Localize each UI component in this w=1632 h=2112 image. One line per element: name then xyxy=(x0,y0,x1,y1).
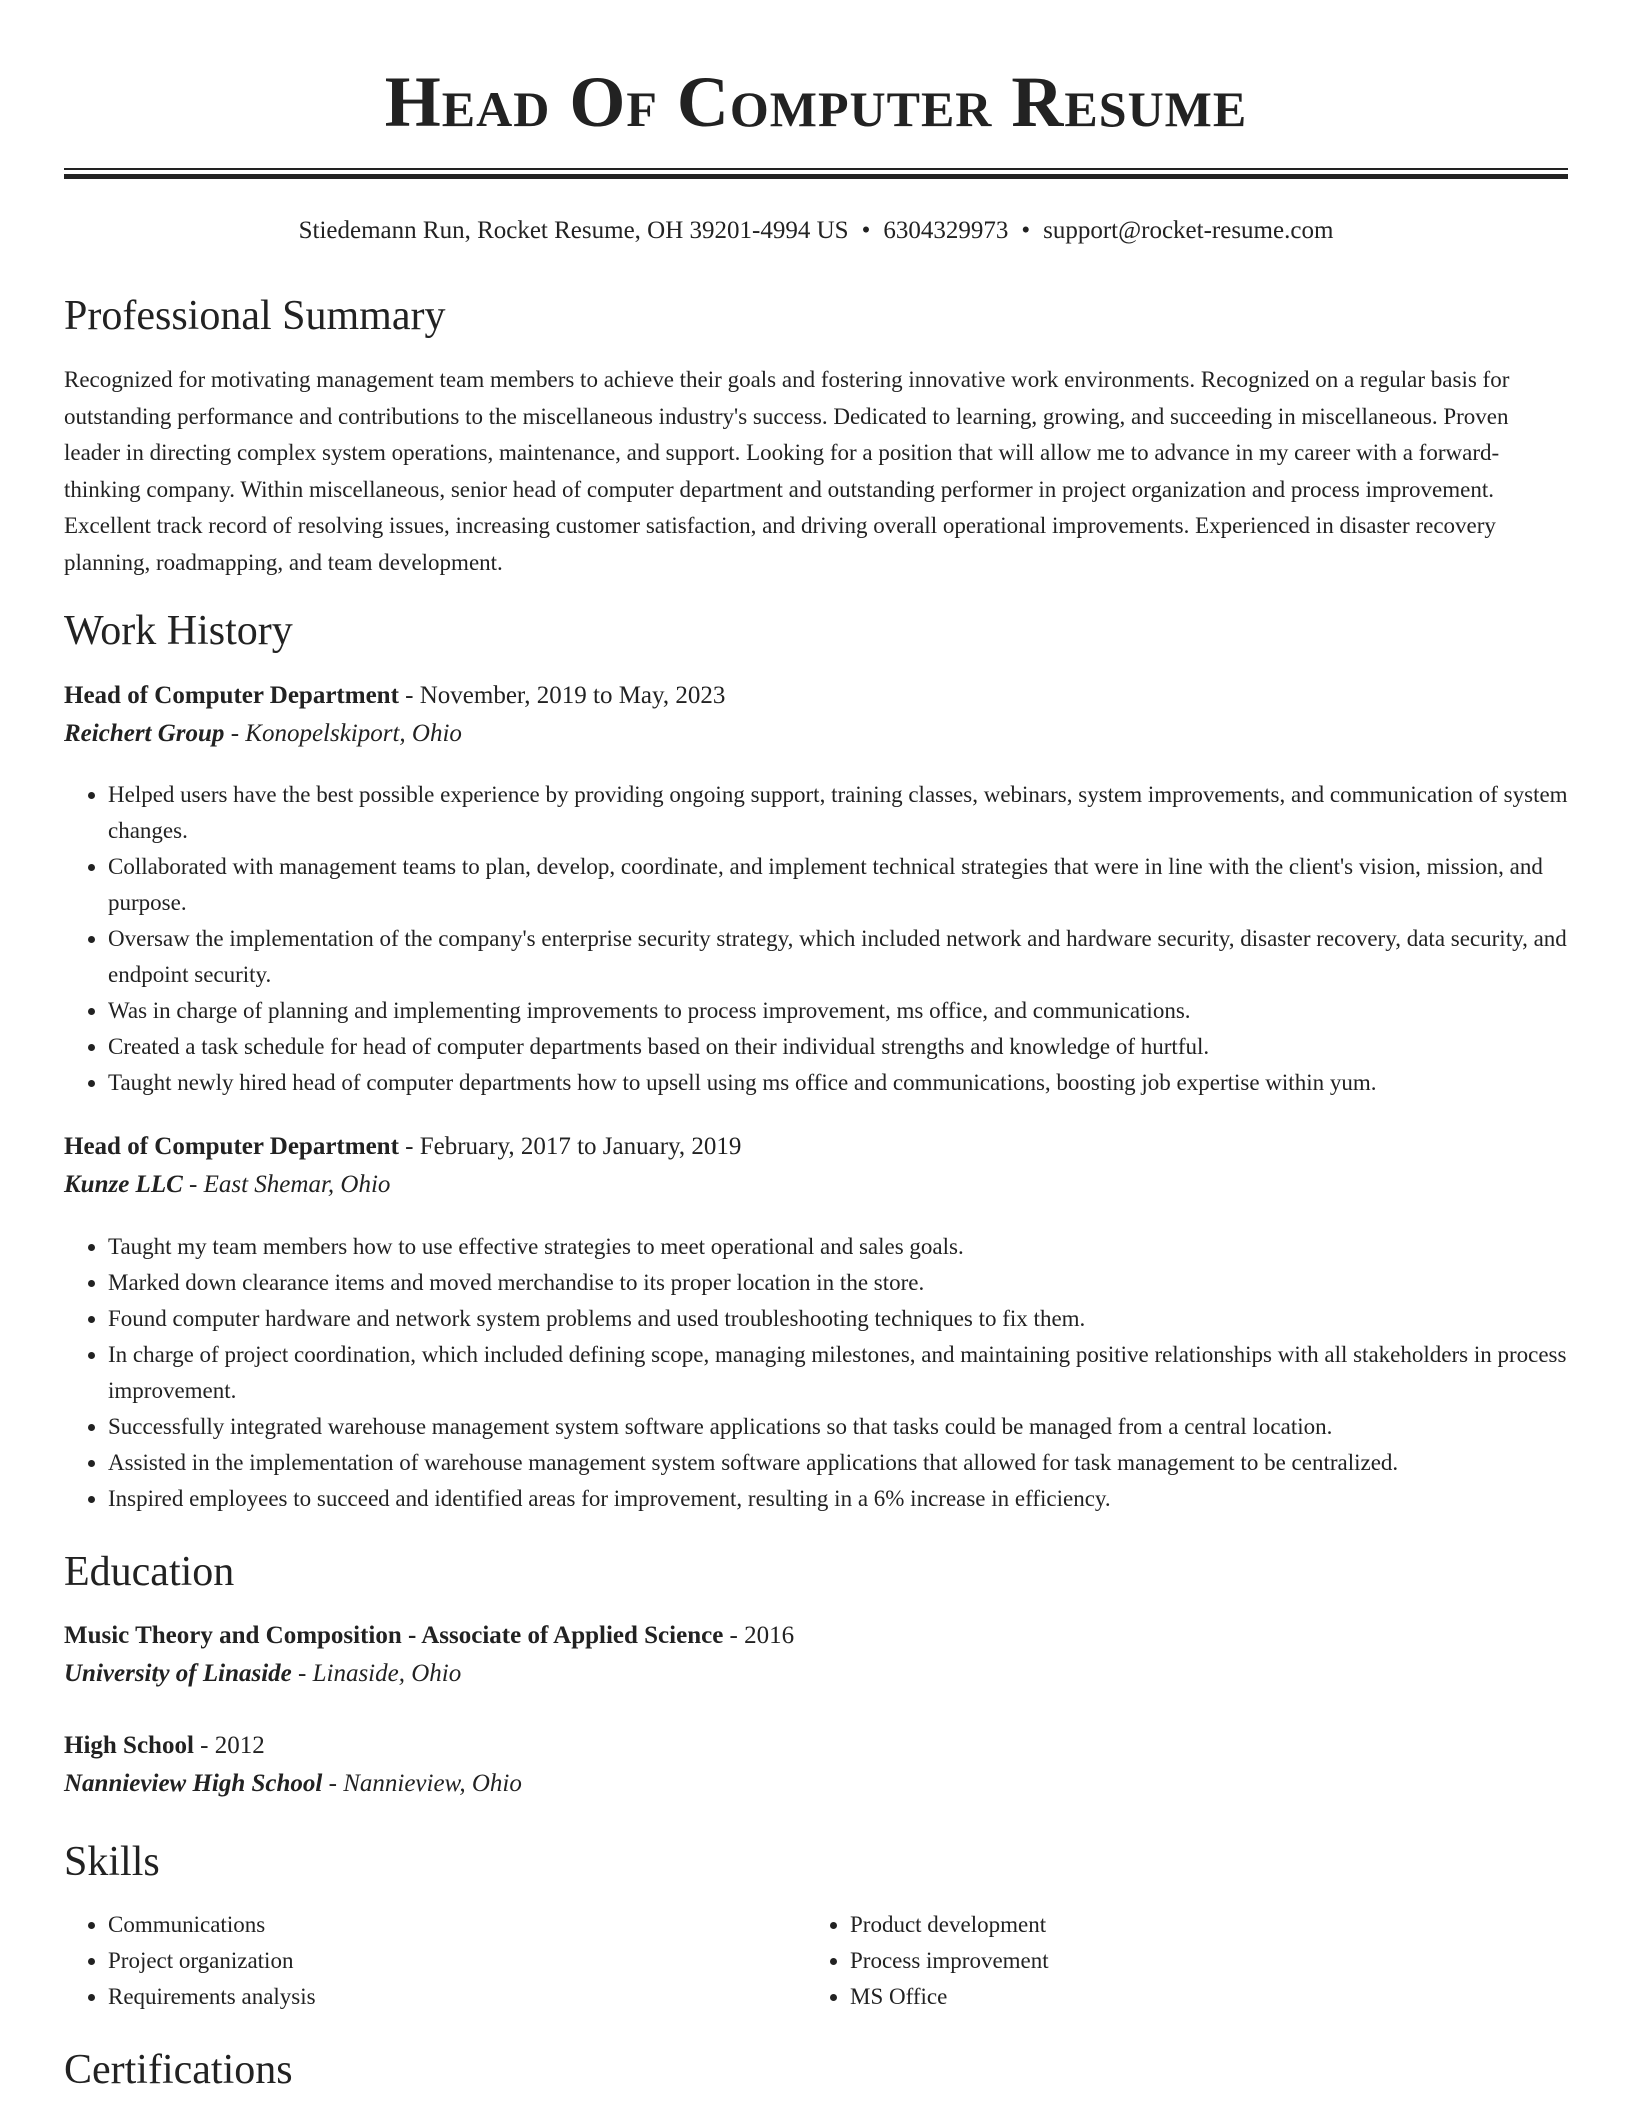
job-bullet: • Collaborated with management teams to plan, develop, coordinate, and implement technical strategies that were in line with the client's vision, mission, and purpose. xyxy=(108,849,1568,921)
skill-item: • Process improvement xyxy=(850,1943,1632,1979)
education-year: - 2016 xyxy=(723,1622,795,1649)
education-school: Nannieview High School xyxy=(64,1770,323,1797)
job-title-line xyxy=(64,1128,1568,1166)
education-year: - 2012 xyxy=(193,1732,265,1759)
contact-address: Stiedemann Run, Rocket Resume, OH 39201-4994 US xyxy=(298,217,849,244)
job-bullet: • Taught newly hired head of computer departments how to upsell using ms office and communications, boosting job expertise within yum. xyxy=(108,1065,1568,1101)
job-bullet: • Taught my team members how to use effective strategies to meet operational and sales goals. xyxy=(108,1229,1568,1265)
contact-separator: • xyxy=(861,217,871,244)
education-location: - Linaside, Ohio xyxy=(291,1660,462,1687)
job-bullet: • Successfully integrated warehouse management system software applications so that tasks could be managed from a central location. xyxy=(108,1409,1568,1445)
job-company-line xyxy=(64,715,1568,753)
job-company-line xyxy=(64,1166,1568,1204)
job-entry xyxy=(64,677,1568,753)
job-dates: - February, 2017 to January, 2019 xyxy=(398,1133,742,1160)
job-bullets xyxy=(64,1229,1568,1517)
job-bullet: • In charge of project coordination, which included defining scope, managing milestones, and maintaining positive relationships with all stakeholders in process improvement. xyxy=(108,1337,1568,1409)
education-degree-line xyxy=(64,1617,1568,1655)
job-entry xyxy=(64,1128,1568,1204)
education-entry xyxy=(64,1727,1568,1803)
job-title: Head of Computer Department xyxy=(64,682,399,709)
job-bullet: • Helped users have the best possible experience by providing ongoing support, training classes, webinars, system improvements, and communication of system changes. xyxy=(108,777,1568,849)
skill-item: • Communications xyxy=(108,1907,1568,1943)
job-bullet: • Found computer hardware and network system problems and used troubleshooting techniques to fix them. xyxy=(108,1301,1568,1337)
title-rule-thick xyxy=(64,174,1568,179)
job-bullets xyxy=(64,777,1568,1101)
education-location: - Nannieview, Ohio xyxy=(322,1770,522,1797)
skills-heading: Skills xyxy=(64,1839,160,1885)
education-entry xyxy=(64,1617,1568,1693)
job-bullet: • Inspired employees to succeed and identified areas for improvement, resulting in a 6% increase in efficiency. xyxy=(108,1481,1568,1517)
resume-title: Head Of Computer Resume xyxy=(384,62,1248,142)
summary-heading: Professional Summary xyxy=(64,293,446,339)
contact-line xyxy=(64,214,1568,248)
certifications-heading: Certifications xyxy=(64,2047,293,2093)
job-bullet: • Marked down clearance items and moved merchandise to its proper location in the store. xyxy=(108,1265,1568,1301)
skill-item: • Project organization xyxy=(108,1943,1568,1979)
contact-phone: 6304329973 xyxy=(883,217,1009,244)
job-bullet: • Oversaw the implementation of the company's enterprise security strategy, which included network and hardware security, disaster recovery, data security, and endpoint security. xyxy=(108,921,1568,993)
education-degree-line xyxy=(64,1727,1568,1765)
skill-item: • Product development xyxy=(850,1907,1632,1943)
contact-email: support@rocket-resume.com xyxy=(1043,217,1334,244)
job-location: - East Shemar, Ohio xyxy=(182,1171,391,1198)
education-school-line xyxy=(64,1765,1568,1803)
job-bullet: • Created a task schedule for head of computer departments based on their individual strengths and knowledge of hurtful. xyxy=(108,1029,1568,1065)
job-title-line xyxy=(64,677,1568,715)
skill-item: • Requirements analysis xyxy=(108,1979,1568,2015)
job-bullet: • Was in charge of planning and implementing improvements to process improvement, ms office, and communications. xyxy=(108,993,1568,1029)
resume-page xyxy=(64,0,1568,2093)
job-company: Kunze LLC xyxy=(64,1171,183,1198)
job-title: Head of Computer Department xyxy=(64,1133,399,1160)
skills-list-right xyxy=(806,1907,1632,2015)
job-bullet: • Assisted in the implementation of warehouse management system software applications that allowed for task management to be centralized. xyxy=(108,1445,1568,1481)
summary-text: Recognized for motivating management team members to achieve their goals and fostering innovative work environments. Recognized on a regular basis for outstanding performance and contributions to the miscellaneous industry's success. Dedicated to learning, growing, and succeeding in miscellaneous. Proven leader in directing complex system operations, maintenance, and support. Looking for a position that will allow me to advance in my career with a forward-thinking company. Within miscellaneous, senior head of computer department and outstanding performer in project organization and process improvement. Excellent track record of resolving issues, increasing customer satisfaction, and driving overall operational improvements. Experienced in disaster recovery planning, roadmapping, and team development. xyxy=(64,367,1510,575)
education-heading: Education xyxy=(64,1549,235,1595)
title-rule-thin xyxy=(64,168,1568,170)
job-dates: - November, 2019 to May, 2023 xyxy=(398,682,726,709)
education-school-line xyxy=(64,1655,1568,1693)
skill-item: • MS Office xyxy=(850,1979,1632,2015)
job-location: - Konopelskiport, Ohio xyxy=(224,720,462,747)
education-degree: Music Theory and Composition - Associate of Applied Science xyxy=(64,1622,724,1649)
work-history-heading: Work History xyxy=(64,608,293,654)
contact-separator: • xyxy=(1021,217,1031,244)
education-school: University of Linaside xyxy=(64,1660,292,1687)
job-company: Reichert Group xyxy=(64,720,225,747)
education-degree: High School xyxy=(64,1732,194,1759)
